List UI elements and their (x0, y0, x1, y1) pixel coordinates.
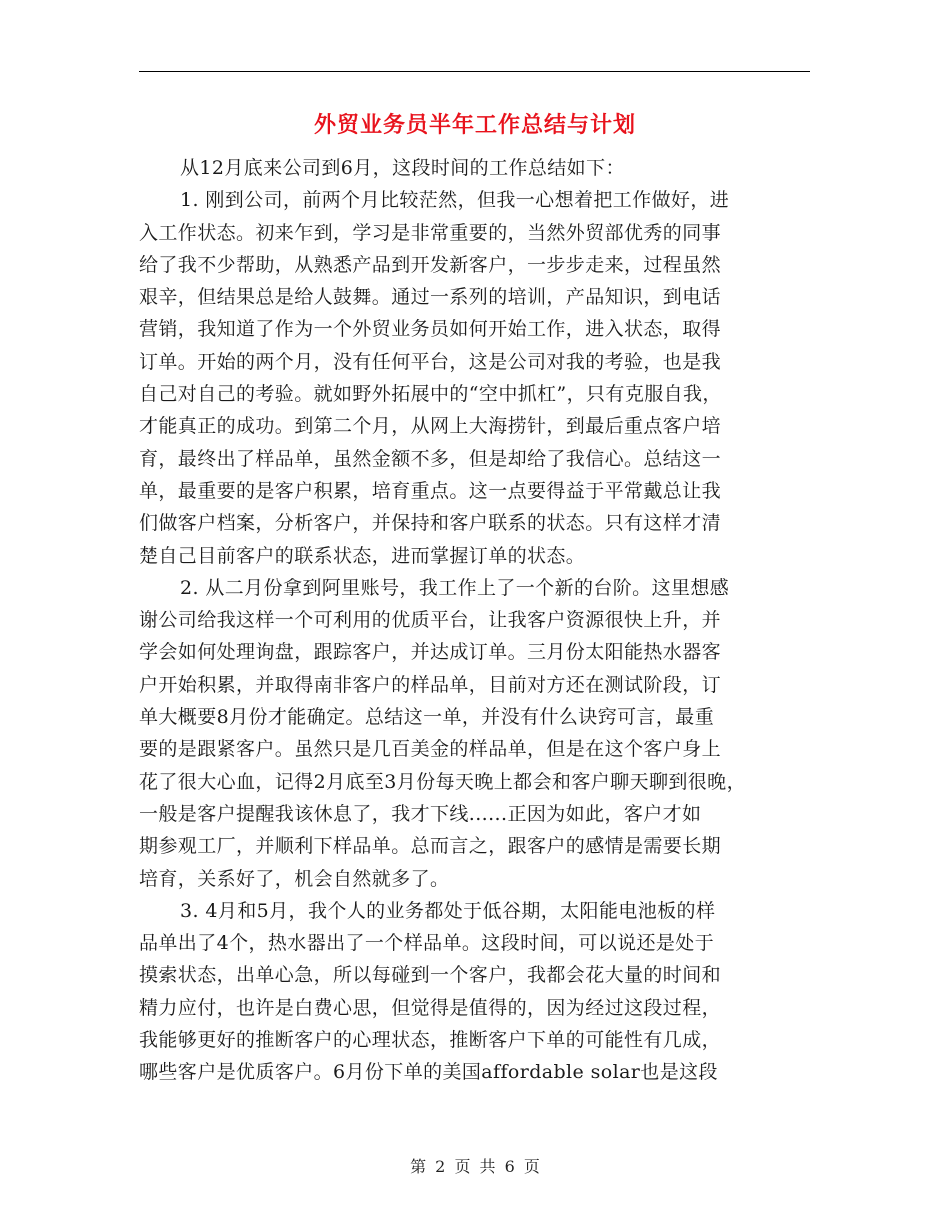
header-rule (139, 71, 810, 72)
text-line: 1. 刚到公司，前两个月比较茫然，但我一心想着把工作做好，进 (180, 189, 730, 212)
text-line: 艰辛，但结果总是给人鼓舞。通过一系列的培训，产品知识，到电话 (139, 286, 722, 309)
text-line: 我能够更好的推断客户的心理状态，推断客户下单的可能性有几成， (139, 1029, 722, 1052)
text-line: 学会如何处理询盘，跟踪客户，并达成订单。三月份太阳能热水器客 (139, 641, 722, 664)
text-line: 花了很大心血，记得2月底至3月份每天晚上都会和客户聊天聊到很晚， (139, 770, 746, 793)
document-title: 外贸业务员半年工作总结与计划 (313, 112, 636, 138)
text-line: 精力应付，也许是白费心思，但觉得是值得的，因为经过这段过程， (139, 996, 722, 1019)
text-line: 培育，关系好了，机会自然就多了。 (139, 867, 450, 890)
text-line: 3. 4月和5月，我个人的业务都处于低谷期，太阳能电池板的样 (180, 899, 716, 922)
text-line: 入工作状态。初来乍到，学习是非常重要的，当然外贸部优秀的同事 (139, 221, 722, 244)
document-body (139, 152, 819, 1089)
text-line: 期参观工厂，并顺利下样品单。总而言之，跟客户的感情是需要长期 (139, 835, 722, 858)
text-line: 一般是客户提醒我该休息了，我才下线......正因为如此，客户才如 (139, 802, 702, 825)
text-line: 才能真正的成功。到第二个月，从网上大海捞针，到最后重点客户培 (139, 415, 722, 438)
text-line: 2. 从二月份拿到阿里账号，我工作上了一个新的台阶。这里想感 (180, 576, 730, 599)
text-line: 哪些客户是优质客户。6月份下单的美国affordable solar也是这段 (139, 1061, 718, 1084)
text-line: 谢公司给我这样一个可利用的优质平台，让我客户资源很快上升，并 (139, 609, 722, 632)
text-line: 营销，我知道了作为一个外贸业务员如何开始工作，进入状态，取得 (139, 318, 722, 341)
text-line: 摸索状态，出单心急，所以每碰到一个客户，我都会花大量的时间和 (139, 964, 722, 987)
text-line: 要的是跟紧客户。虽然只是几百美金的样品单，但是在这个客户身上 (139, 738, 722, 761)
text-line: 单，最重要的是客户积累，培育重点。这一点要得益于平常戴总让我 (139, 479, 722, 502)
text-line: 给了我不少帮助，从熟悉产品到开发新客户，一步步走来，过程虽然 (139, 253, 722, 276)
text-line: 育，最终出了样品单，虽然金额不多，但是却给了我信心。总结这一 (139, 447, 722, 470)
text-line: 自己对自己的考验。就如野外拓展中的“空中抓杠”，只有克服自我， (139, 383, 722, 406)
text-line: 品单出了4个，热水器出了一个样品单。这段时间，可以说还是处于 (139, 932, 715, 955)
text-line: 楚自己目前客户的联系状态，进而掌握订单的状态。 (139, 544, 586, 567)
page-footer: 第 2 页 共 6 页 (410, 1157, 540, 1176)
text-line: 订单。开始的两个月，没有任何平台，这是公司对我的考验，也是我 (139, 350, 722, 373)
text-line: 们做客户档案，分析客户，并保持和客户联系的状态。只有这样才清 (139, 512, 722, 535)
text-line: 户开始积累，并取得南非客户的样品单，目前对方还在测试阶段，订 (139, 673, 722, 696)
text-line: 单大概要8月份才能确定。总结这一单，并没有什么诀窍可言，最重 (139, 706, 715, 729)
text-line: 从12月底来公司到6月，这段时间的工作总结如下： (180, 157, 625, 179)
